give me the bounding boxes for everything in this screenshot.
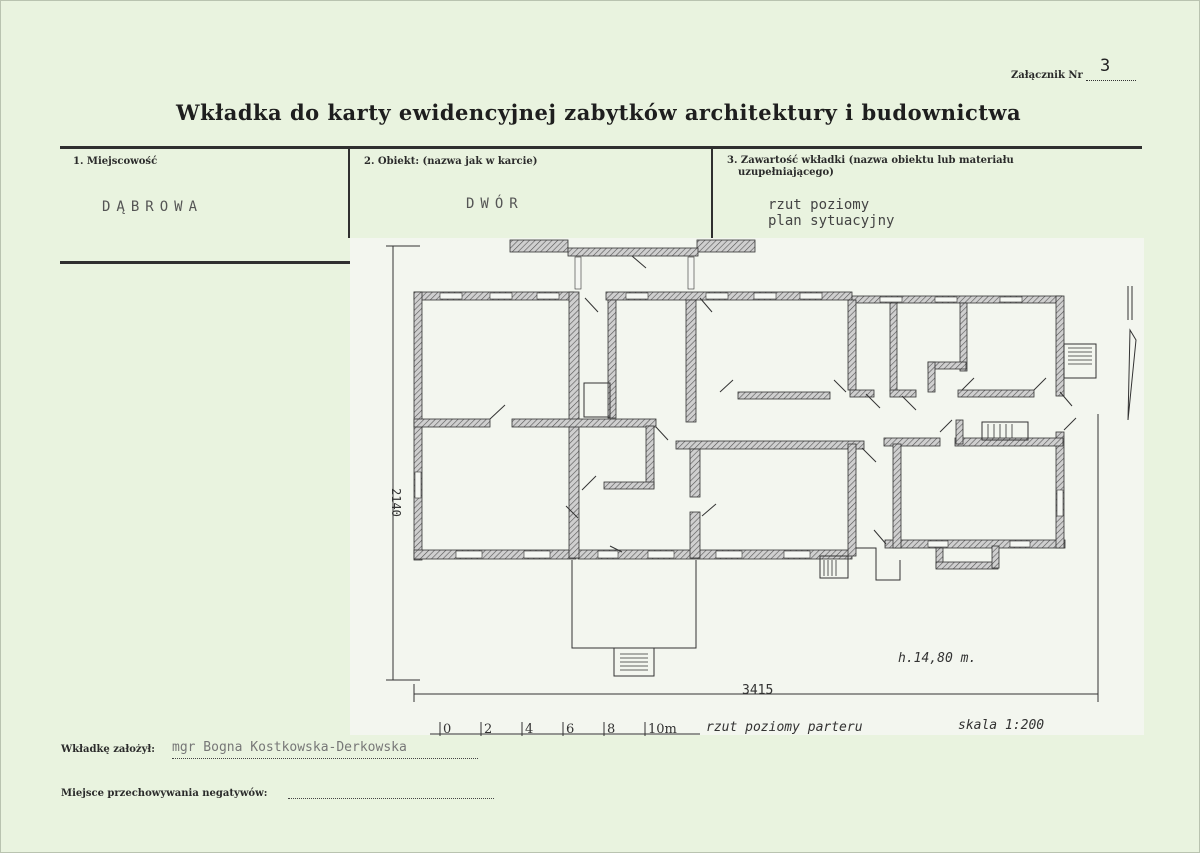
object-label: 2. Obiekt: (nazwa jak w karcie) — [364, 156, 538, 167]
form-divider-1 — [348, 148, 350, 238]
wall — [697, 240, 755, 252]
contents-line2: plan sytuacyjny — [768, 213, 895, 229]
negatives-dotted-line — [288, 797, 494, 799]
wall — [676, 441, 864, 449]
scale-tick-0: 0 — [443, 722, 452, 736]
wall — [414, 419, 490, 427]
place-label: 1. Miejscowość — [73, 156, 158, 167]
contents-line1: rzut poziomy — [768, 197, 870, 213]
wall — [1056, 296, 1064, 396]
wall — [890, 303, 897, 391]
annex-number: 3 — [1100, 56, 1111, 76]
wall — [414, 550, 576, 559]
wall — [512, 419, 656, 427]
wall — [890, 390, 916, 397]
contents-label — [727, 155, 1014, 179]
wall — [884, 438, 940, 446]
page-title: Wkładka do karty ewidencyjnej zabytków architektury i budownictwa — [176, 100, 1022, 125]
contents-label-line2: uzupełniającego) — [738, 167, 834, 178]
contents-label-line1: 3. Zawartość wkładki (nazwa obiektu lub materiału — [727, 155, 1014, 166]
wall — [958, 390, 1034, 397]
wall — [604, 482, 654, 489]
wall — [992, 546, 999, 568]
wall — [578, 550, 852, 559]
scale-tick-10: 10m — [648, 722, 677, 736]
wall — [885, 540, 1065, 548]
floor-plan-drawing — [350, 236, 1144, 736]
wall — [646, 426, 654, 488]
wall — [936, 562, 998, 569]
author-dotted-line — [172, 757, 478, 759]
wall — [956, 420, 963, 444]
drawing-caption: rzut poziomy parteru — [706, 720, 863, 735]
wall — [690, 449, 700, 497]
width-dimension: 3415 — [742, 683, 774, 698]
form-top-rule — [60, 146, 1142, 149]
elevation-note: h.14,80 m. — [898, 651, 977, 666]
wall — [510, 240, 568, 252]
wall — [955, 438, 1063, 446]
author-value: mgr Bogna Kostkowska-Derkowska — [172, 740, 407, 755]
wall — [848, 444, 856, 556]
author-label: Wkładkę założył: — [61, 744, 155, 755]
drawing-scale: skala 1:200 — [958, 718, 1045, 733]
contents-value — [768, 197, 894, 229]
wall — [848, 300, 856, 390]
form-bottom-rule — [60, 261, 350, 264]
wall — [690, 512, 700, 558]
object-value: DWÓR — [466, 196, 524, 212]
scale-tick-6: 6 — [566, 722, 575, 736]
form-divider-2 — [711, 148, 713, 238]
place-value: DĄBROWA — [102, 199, 204, 215]
wall — [738, 392, 830, 399]
wall — [928, 362, 935, 392]
scale-tick-8: 8 — [607, 722, 616, 736]
wall — [850, 390, 874, 397]
wall — [893, 444, 901, 548]
scale-tick-4: 4 — [525, 722, 534, 736]
annex-label: Załącznik Nr — [1011, 70, 1136, 81]
wall — [568, 248, 698, 256]
wall — [608, 300, 616, 418]
wall — [686, 300, 696, 422]
scale-tick-2: 2 — [484, 722, 493, 736]
height-dimension: 2140 — [389, 488, 403, 517]
negatives-label: Miejsce przechowywania negatywów: — [61, 788, 268, 799]
wall — [960, 303, 967, 371]
